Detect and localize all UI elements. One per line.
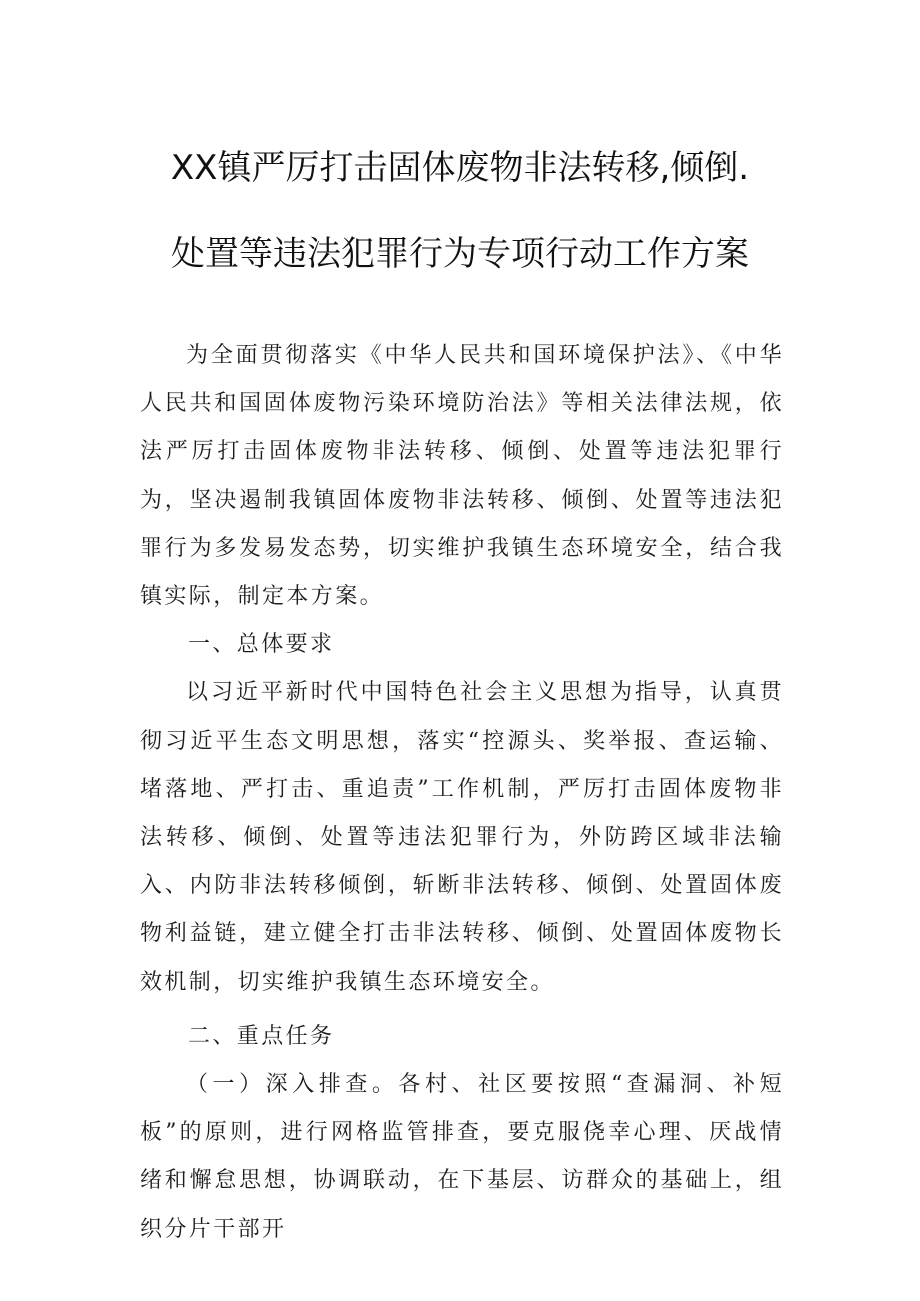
paragraph-task-1: （一）深入排查。各村、社区要按照“查漏洞、补短板”的原则，进行网格监管排查，要克服侥幸心理、厌战情绪和懈怠思想，协调联动，在下基层、访群众的基础上，组织分片干部开: [140, 1072, 784, 1242]
document-body: [140, 332, 784, 1254]
document-title-line-2: 处置等违法犯罪行为专项行动工作方案: [171, 234, 749, 274]
paragraph-intro: 为全面贯彻落实《中华人民共和国环境保护法》、《中华人民共和国固体废物污染环境防治法》等相关法律法规，依法严厉打击固体废物非法转移、倾倒、处置等违法犯罪行为，坚决遏制我镇固体废物非法转移、倾倒、处置等违法犯罪行为多发易发态势，切实维护我镇生态环境安全，结合我镇实际，制定本方案。: [140, 343, 784, 610]
section-heading-general-requirements: 一、总体要求: [188, 632, 335, 658]
document-title-line-1: XX镇严厉打击固体废物非法转移,倾倒.: [170, 148, 750, 188]
section-heading-key-tasks: 二、重点任务: [188, 1023, 335, 1049]
paragraph-general-requirements: 以习近平新时代中国特色社会主义思想为指导，认真贯彻习近平生态文明思想，落实“控源头、奖举报、查运输、堵落地、严打击、重追责”工作机制，严厉打击固体废物非法转移、倾倒、处置等违法犯罪行为，外防跨区域非法输入、内防非法转移倾倒，斩断非法转移、倾倒、处置固体废物利益链，建立健全打击非法转移、倾倒、处置固体废物长效机制，切实维护我镇生态环境安全。: [140, 680, 784, 995]
